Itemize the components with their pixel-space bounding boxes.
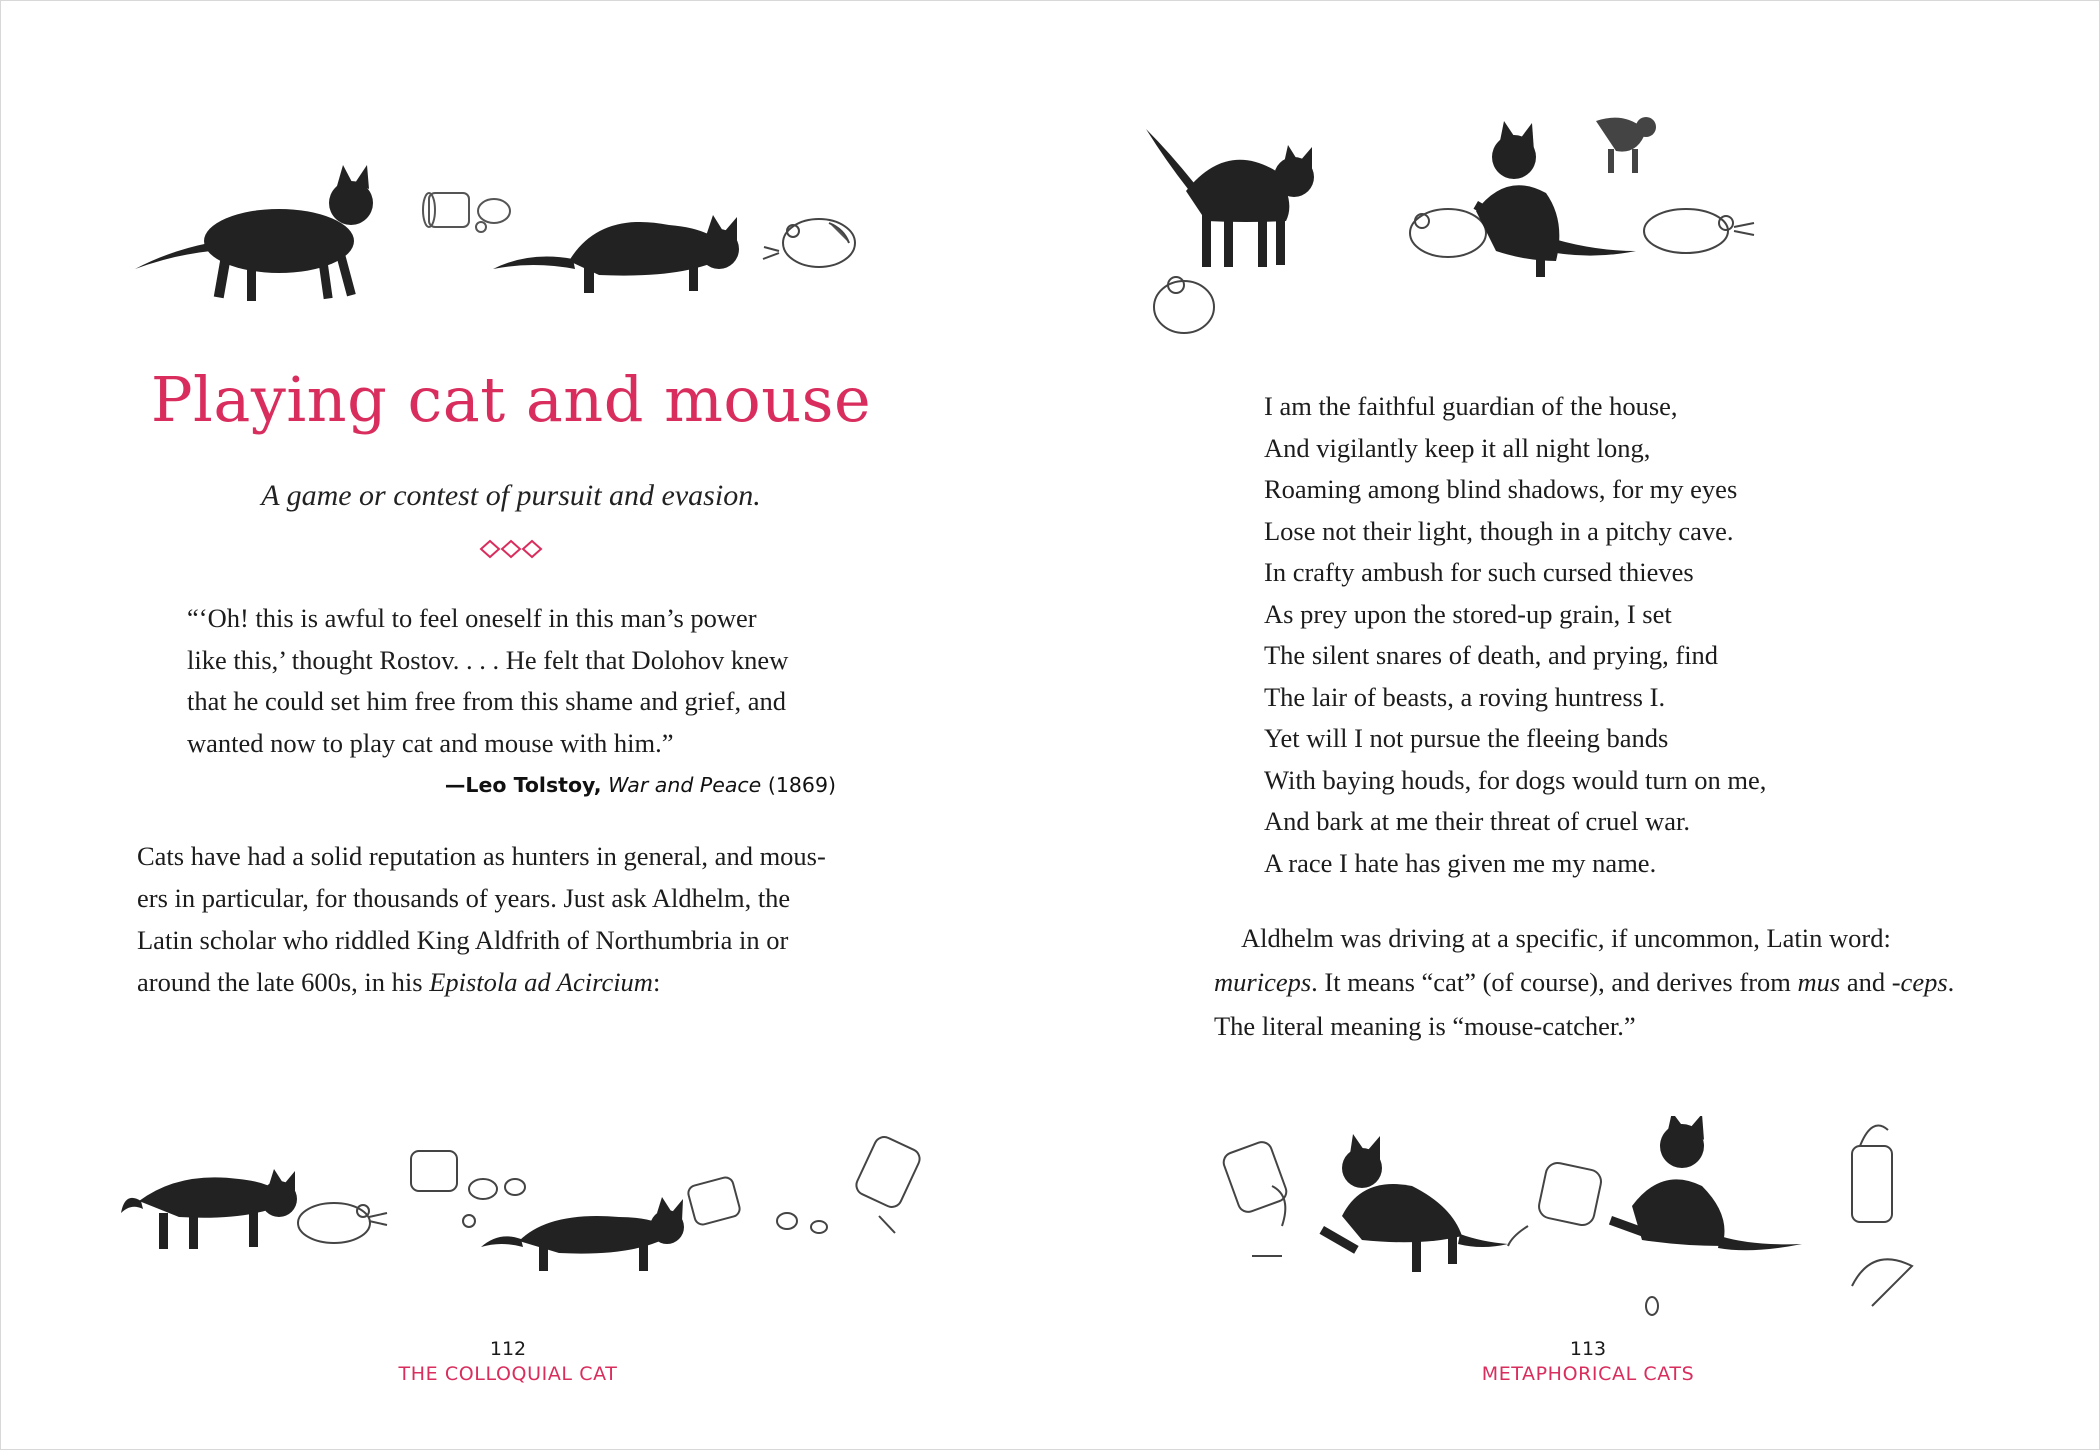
diamond-ornament-icon xyxy=(479,539,543,564)
latin-word-italic: -ceps xyxy=(1891,967,1948,997)
book-title-italic: Epistola ad Acircium xyxy=(429,967,653,997)
running-head: METAPHORICAL CATS xyxy=(1481,1363,1695,1385)
attribution-work: War and Peace xyxy=(608,773,762,797)
body-line: ers in particular, for thousands of years. Just ask Aldhelm, the xyxy=(137,883,791,913)
latin-word-italic: mus xyxy=(1797,967,1841,997)
poem-line: Lose not their light, though in a pitchy cave. xyxy=(1264,515,1734,546)
cat-arched-back-illustration xyxy=(1126,111,1986,351)
right-page xyxy=(1050,1,2099,1449)
quote-line: wanted now to play cat and mouse with him.” xyxy=(187,727,674,758)
body-line: The literal meaning is “mouse-catcher.” xyxy=(1214,1011,1636,1041)
poem-line: And bark at me their threat of cruel war. xyxy=(1264,806,1691,836)
riddle-poem xyxy=(1264,386,1884,884)
poem-line: A race I hate has given me my name. xyxy=(1264,847,1657,878)
poem-line: The lair of beasts, a roving huntress I. xyxy=(1264,681,1666,712)
poem-line: As prey upon the stored-up grain, I set xyxy=(1264,598,1672,629)
body-line: Cats have had a solid reputation as hunters in general, and mous- xyxy=(137,841,826,871)
body-paragraph xyxy=(1214,916,2039,1048)
body-text: . xyxy=(1947,967,1955,997)
definition-subtitle: A game or contest of pursuit and evasion. xyxy=(261,479,761,512)
cat-pouncing-on-mouse-illustration xyxy=(1212,1116,1972,1356)
body-paragraph xyxy=(137,835,888,1003)
cats-and-tins-footer-illustration xyxy=(119,1121,949,1281)
poem-line: Roaming among blind shadows, for my eyes xyxy=(1264,474,1738,504)
poem-line: In crafty ambush for such cursed thieves xyxy=(1264,557,1694,587)
quote-line: that he could set him free from this shame and grief, and xyxy=(187,686,787,716)
page-number: 112 xyxy=(489,1338,527,1360)
poem-line: And vigilantly keep it all night long, xyxy=(1264,432,1651,463)
poem-line: I am the faithful guardian of the house, xyxy=(1264,391,1678,421)
poem-line: With baying houds, for dogs would turn on me, xyxy=(1264,764,1767,795)
page-title: Playing cat and mouse xyxy=(150,363,872,436)
body-line xyxy=(1214,960,2039,1004)
body-line xyxy=(137,961,888,1003)
quote-attribution xyxy=(301,773,836,797)
page-number: 113 xyxy=(1569,1338,1607,1360)
attribution-author: —Leo Tolstoy, xyxy=(444,773,602,797)
quote-line: like this,’ thought Rostov. . . . He felt that Dolohov knew xyxy=(187,644,789,675)
body-text: around the late 600s, in his xyxy=(137,967,430,997)
body-line: Aldhelm was driving at a specific, if uncommon, Latin word: xyxy=(1241,923,1891,953)
quote-line: “‘Oh! this is awful to feel oneself in this man’s power xyxy=(187,603,757,633)
left-page xyxy=(1,1,1050,1449)
body-line: Latin scholar who riddled King Aldfrith of Northumbria in or xyxy=(137,925,789,955)
latin-word-italic: muriceps xyxy=(1214,967,1312,997)
body-text: : xyxy=(652,967,661,997)
poem-line: The silent snares of death, and prying, find xyxy=(1264,640,1719,670)
running-head: THE COLLOQUIAL CAT xyxy=(398,1363,618,1385)
epigraph-quote xyxy=(187,598,847,764)
cat-stalking-mouse-illustration xyxy=(129,151,889,311)
attribution-year: (1869) xyxy=(767,773,836,797)
body-text: and xyxy=(1840,967,1892,997)
body-text: . It means “cat” (of course), and derives from xyxy=(1311,967,1798,997)
poem-line: Yet will I not pursue the fleeing bands xyxy=(1264,723,1669,753)
